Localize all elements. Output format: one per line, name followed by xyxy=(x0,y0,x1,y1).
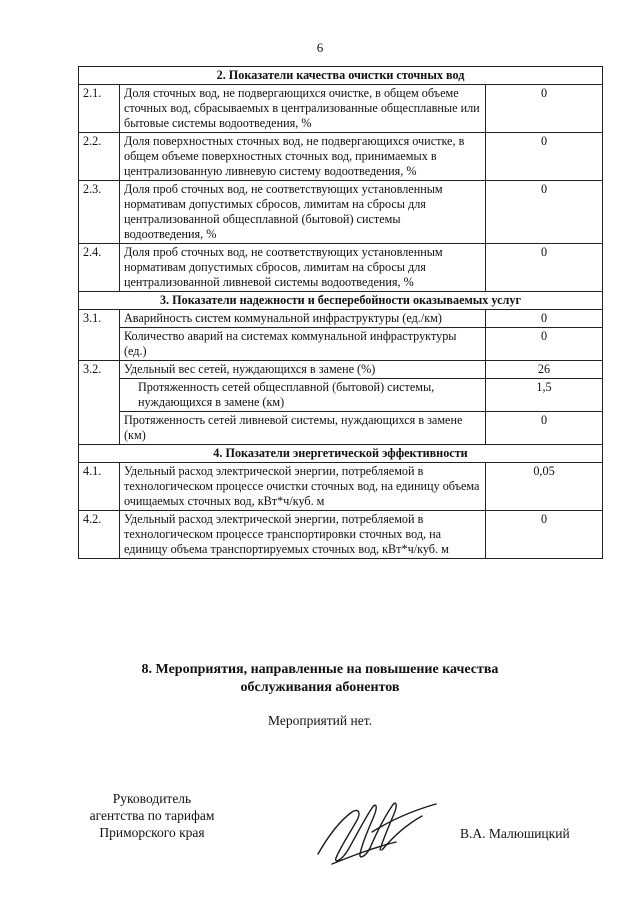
table-row xyxy=(79,379,603,412)
row-description: Доля сточных вод, не подвергающихся очистке, в общем объеме сточных вод, сбрасываемых в централизованные общесплавные или бытовые системы водоотведения, % xyxy=(120,85,486,133)
table-row xyxy=(79,133,603,181)
row-value: 1,5 xyxy=(486,379,603,412)
row-description: Количество аварий на системах коммунальной инфраструктуры (ед.) xyxy=(120,328,486,361)
row-description: Протяженность сетей ливневой системы, нуждающихся в замене (км) xyxy=(120,412,486,445)
section-title: 2. Показатели качества очистки сточных вод xyxy=(79,67,603,85)
row-description: Доля проб сточных вод, не соответствующих установленным нормативам допустимых сбросов, лимитам на сбросы для централизованной ливневой системы водоотведения, % xyxy=(120,244,486,292)
row-value: 0 xyxy=(486,133,603,181)
section-header-row xyxy=(79,445,603,463)
table-row xyxy=(79,361,603,379)
section-header-row xyxy=(79,67,603,85)
row-value: 0 xyxy=(486,511,603,559)
heading-line: обслуживания абонентов xyxy=(240,680,400,695)
row-number: 3.2. xyxy=(79,361,120,445)
row-value: 0,05 xyxy=(486,463,603,511)
row-number: 2.3. xyxy=(79,181,120,244)
section-heading xyxy=(0,661,640,697)
row-value: 0 xyxy=(486,181,603,244)
signer-line: Приморского края xyxy=(99,825,205,840)
signer-line: агентства по тарифам xyxy=(89,808,215,823)
row-number: 3.1. xyxy=(79,310,120,361)
table-row xyxy=(79,181,603,244)
table-row xyxy=(79,244,603,292)
section-title: 4. Показатели энергетической эффективности xyxy=(79,445,603,463)
row-number: 2.1. xyxy=(79,85,120,133)
table-row xyxy=(79,463,603,511)
row-value: 0 xyxy=(486,310,603,328)
table-row xyxy=(79,412,603,445)
row-value: 0 xyxy=(486,412,603,445)
row-description: Доля поверхностных сточных вод, не подвергающихся очистке, в общем объеме поверхностных сточных вод, принимаемых в централизованную ливневую систему водоотведения, % xyxy=(120,133,486,181)
row-description: Доля проб сточных вод, не соответствующих установленным нормативам допустимых сбросов, лимитам на сбросы для централизованной общесплавной (бытовой) системы водоотведения, % xyxy=(120,181,486,244)
row-value: 26 xyxy=(486,361,603,379)
row-description: Удельный вес сетей, нуждающихся в замене (%) xyxy=(120,361,486,379)
row-number: 2.4. xyxy=(79,244,120,292)
section-header-row xyxy=(79,292,603,310)
handwritten-signature xyxy=(312,792,442,872)
row-description: Протяженность сетей общесплавной (бытовой) системы, нуждающихся в замене (км) xyxy=(120,379,486,412)
row-description: Аварийность систем коммунальной инфраструктуры (ед./км) xyxy=(120,310,486,328)
section-title: 3. Показатели надежности и бесперебойности оказываемых услуг xyxy=(79,292,603,310)
page-number: 6 xyxy=(316,40,324,55)
row-value: 0 xyxy=(486,244,603,292)
row-number: 4.1. xyxy=(79,463,120,511)
table-row xyxy=(79,511,603,559)
signer-line: Руководитель xyxy=(112,791,192,806)
signer-name: В.А. Малюшицкий xyxy=(460,826,570,841)
indicators-table xyxy=(78,66,603,559)
row-value: 0 xyxy=(486,85,603,133)
no-actions-text: Мероприятий нет. xyxy=(268,713,372,728)
row-description: Удельный расход электрической энергии, потребляемой в технологическом процессе транспортировки сточных вод, на единицу объема транспортируемых сточных вод, кВт*ч/куб. м xyxy=(120,511,486,559)
row-value: 0 xyxy=(486,328,603,361)
table-row xyxy=(79,328,603,361)
heading-line: 8. Мероприятия, направленные на повышение качества xyxy=(141,662,499,677)
signer-title xyxy=(72,790,232,841)
table-row xyxy=(79,85,603,133)
row-description: Удельный расход электрической энергии, потребляемой в технологическом процессе очистки сточных вод, на единицу объема очищаемых сточных вод, кВт*ч/куб. м xyxy=(120,463,486,511)
row-number: 4.2. xyxy=(79,511,120,559)
row-number: 2.2. xyxy=(79,133,120,181)
table-row xyxy=(79,310,603,328)
